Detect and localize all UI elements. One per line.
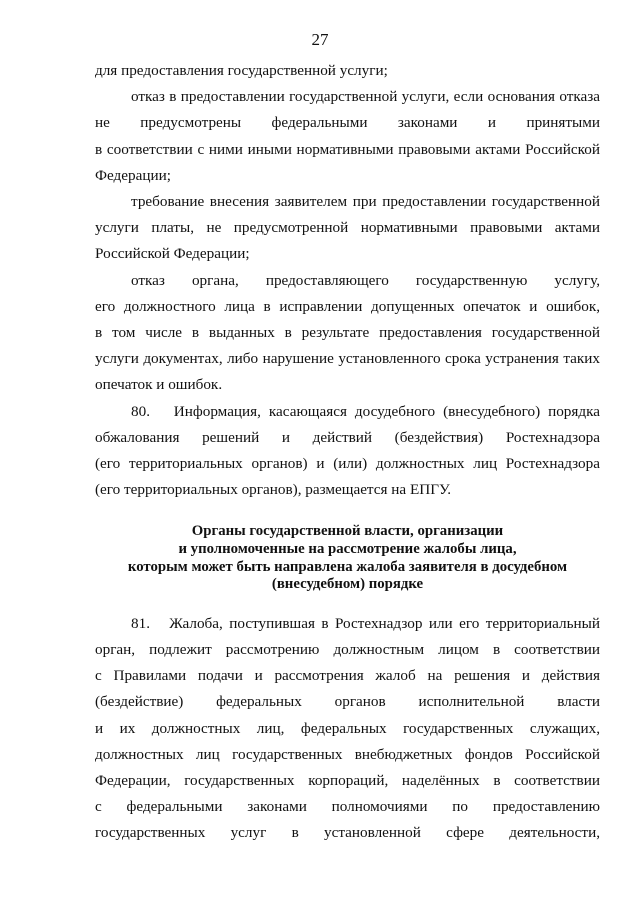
section-top xyxy=(95,58,600,503)
section-bottom xyxy=(95,611,600,847)
text-line: услуги документах, либо нарушение установленного срока устранения таких xyxy=(95,350,600,368)
heading-line: и уполномоченные на рассмотрение жалобы лица, xyxy=(178,541,517,558)
text-line: (его территориальных органов) и (или) должностных лиц Ростехнадзора xyxy=(95,455,600,473)
text-line: его должностного лица в исправлении допущенных опечаток и ошибок, xyxy=(95,297,600,315)
text-line: и их должностных лиц, федеральных государственных служащих, xyxy=(95,719,600,737)
text-line: для предоставления государственной услуги; xyxy=(95,62,388,79)
text-line: государственных услуг в установленной сфере деятельности, xyxy=(95,824,600,842)
text-line: должностных лиц государственных внебюджетных фондов Российской xyxy=(95,745,600,763)
text-line: (его территориальных органов), размещается на ЕПГУ. xyxy=(95,481,452,499)
text-line: требование внесения заявителем при предоставлении государственной xyxy=(131,193,600,211)
text-line: Российской Федерации; xyxy=(95,245,250,263)
page-number: 27 xyxy=(311,30,329,49)
text-line: отказ органа, предоставляющего государственную услугу, xyxy=(131,271,600,289)
heading-line: Органы государственной власти, организации xyxy=(191,523,504,540)
text-line: с Правилами подачи и рассмотрения жалоб на решения и действия xyxy=(95,667,600,685)
text-line: не предусмотрены федеральными законами и принятыми xyxy=(95,114,600,132)
text-line: отказ в предоставлении государственной услуги, если основания отказа xyxy=(131,88,600,106)
text-line: услуги платы, не предусмотренной нормативными правовыми актами xyxy=(95,219,600,237)
document-body xyxy=(95,58,600,847)
heading-line: (внесудебном) порядке xyxy=(271,576,424,593)
paragraph-81-line: 81. Жалоба, поступившая в Ростехнадзор или его территориальный xyxy=(131,614,600,632)
text-line: в том числе в выданных в результате предоставления государственной xyxy=(95,324,600,342)
text-line: обжалования решений и действий (бездействия) Ростехнадзора xyxy=(95,428,600,446)
heading-line: которым может быть направлена жалоба заявителя в досудебном xyxy=(127,558,568,575)
text-line: (бездействие) федеральных органов исполнительной власти xyxy=(95,693,600,711)
paragraph-80-line: 80. Информация, касающаяся досудебного (внесудебного) порядка xyxy=(131,402,600,420)
section-heading xyxy=(95,523,600,593)
text-line: Федерации, государственных корпораций, наделённых в соответствии xyxy=(95,772,600,790)
text-line: в соответствии с ними иными нормативными правовыми актами Российской xyxy=(95,140,600,158)
text-line: с федеральными законами полномочиями по предоставлению xyxy=(95,798,600,816)
text-line: опечаток и ошибок. xyxy=(95,376,223,394)
text-line: орган, подлежит рассмотрению должностным лицом в соответствии xyxy=(95,641,600,659)
text-line: Федерации; xyxy=(95,166,171,184)
